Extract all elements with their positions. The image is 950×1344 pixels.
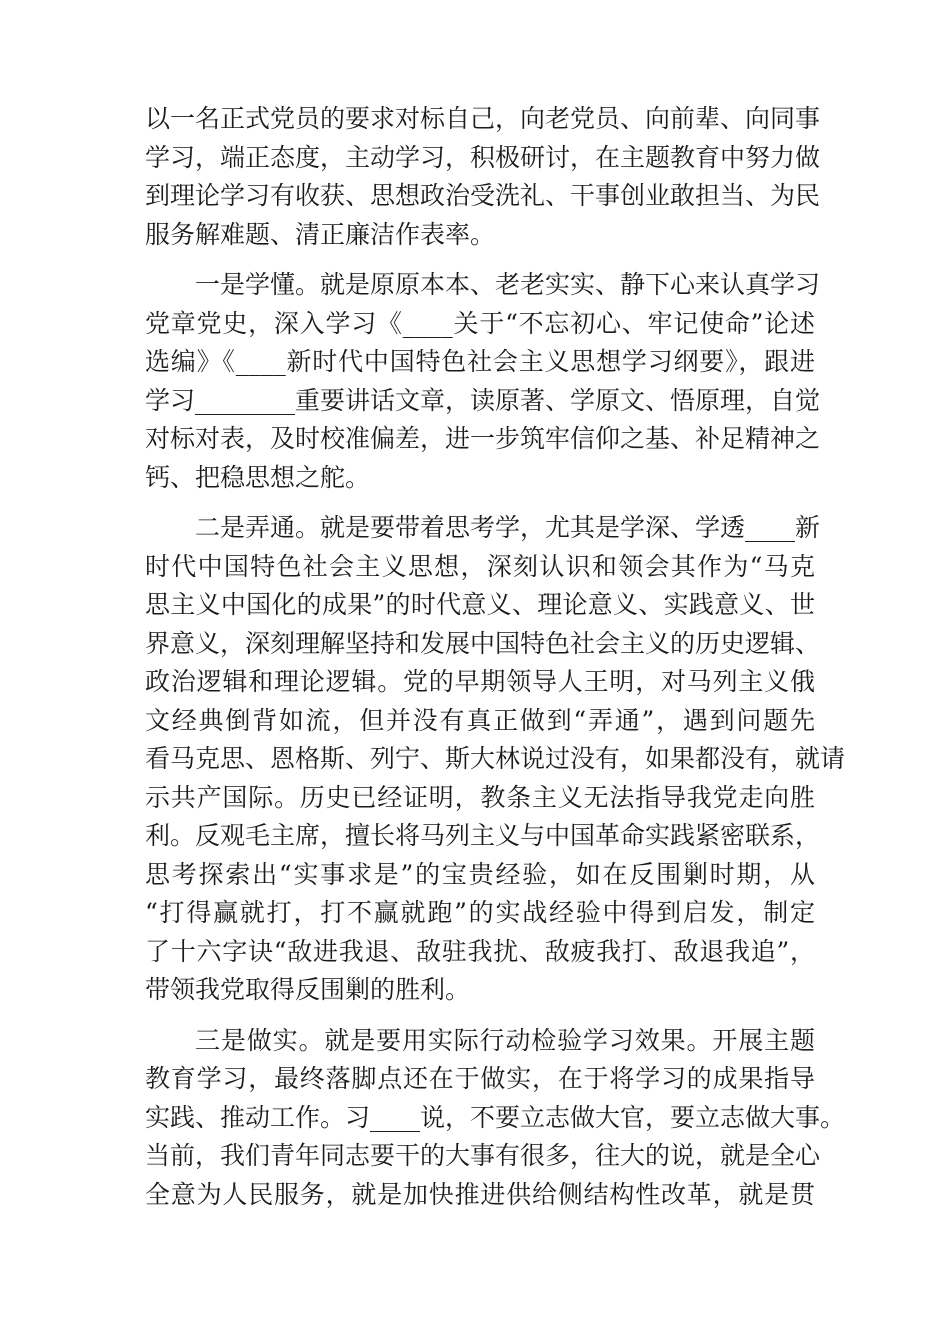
paragraph-intro (145, 100, 821, 254)
text-line: 教育学习，最终落脚点还在于做实，在于将学习的成果指导 (145, 1064, 815, 1093)
text-line: 时代中国特色社会主义思想，深刻认识和领会其作为“马克 (145, 551, 815, 581)
text-line: 学习，端正态度，主动学习，积极研讨，在主题教育中努力做 (145, 142, 821, 172)
text-line: 思考探索出“实事求是”的宝贵经验，如在反围剿时期，从 (145, 859, 815, 889)
text-line: 实践、推动工作。习____说，不要立志做大官，要立志做大事。 (145, 1102, 846, 1132)
text-line: 利。反观毛主席，擅长将马列主义与中国革命实践紧密联系， (145, 821, 821, 850)
text-line: 看马克思、恩格斯、列宁、斯大林说过没有，如果都没有，就请 (145, 744, 846, 773)
text-line: 以一名正式党员的要求对标自己，向老党员、向前辈、向同事 (145, 104, 821, 133)
text-line: 服务解难题、清正廉洁作表率。 (145, 219, 496, 249)
paragraph-study-understand (145, 266, 821, 497)
text-line: 到理论学习有收获、思想政治受洗礼、干事创业敢担当、为民 (145, 181, 821, 210)
text-line: 带领我党取得反围剿的胜利。 (145, 975, 471, 1004)
text-line: 文经典倒背如流，但并没有真正做到“弄通”，遇到问题先 (145, 705, 815, 735)
text-line: 全意为人民服务，就是加快推进供给侧结构性改革，就是贯 (145, 1179, 815, 1209)
text-line: 党章党史，深入学习《____关于“不忘初心、牢记使命”论述 (145, 308, 815, 338)
text-line: 政治逻辑和理论逻辑。党的早期领导人王明，对马列主义俄 (145, 667, 815, 696)
text-line: 思主义中国化的成果”的时代意义、理论意义、实践意义、世 (145, 590, 815, 619)
text-line: 当前，我们青年同志要干的大事有很多，往大的说，就是全心 (145, 1141, 821, 1170)
text-line: 界意义，深刻理解坚持和发展中国特色社会主义的历史逻辑、 (145, 628, 821, 658)
text-line: 了十六字诀“敌进我退、敌驻我扰、敌疲我打、敌退我追”， (145, 936, 815, 966)
text-line: 选编》《____新时代中国特色社会主义思想学习纲要》，跟进 (145, 347, 815, 376)
text-line: 三是做实。就是要用实际行动检验学习效果。开展主题 (195, 1025, 815, 1055)
text-line: 示共产国际。历史已经证明，教条主义无法指导我党走向胜 (145, 782, 815, 812)
paragraph-thorough-grasp (145, 509, 846, 1010)
text-line: 对标对表，及时校准偏差，进一步筑牢信仰之基、补足精神之 (145, 424, 821, 453)
text-line: “打得赢就打，打不赢就跑”的实战经验中得到启发，制定 (145, 898, 815, 927)
text-line: 学习________重要讲话文章，读原著、学原文、悟原理，自觉 (145, 385, 821, 415)
paragraph-put-into-practice (145, 1022, 846, 1215)
text-line: 二是弄通。就是要带着思考学，尤其是学深、学透____新 (195, 513, 821, 542)
document-body (145, 100, 846, 1226)
text-line: 钙、把稳思想之舵。 (145, 462, 371, 492)
text-line: 一是学懂。就是原原本本、老老实实、静下心来认真学习 (195, 270, 821, 299)
